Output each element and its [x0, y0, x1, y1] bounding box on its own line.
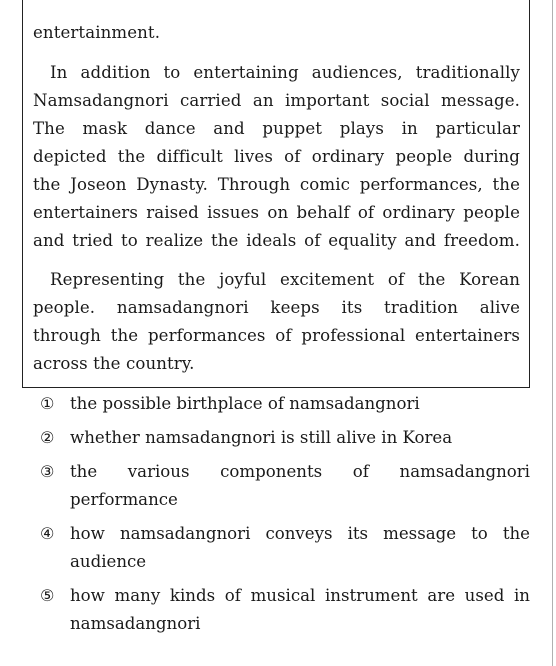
passage-paragraph-3 [33, 266, 520, 378]
passage-line: the Joseon Dynasty. Through comic performances, the [33, 175, 520, 194]
option-text: namsadangnori [70, 614, 201, 633]
passage-line: The mask dance and puppet plays in particular [33, 119, 520, 138]
passage-line: entertainment. [33, 23, 161, 42]
passage-paragraph-2 [33, 59, 520, 255]
passage-line: across the country. [33, 354, 195, 373]
option-marker: ① [40, 394, 55, 413]
option-2[interactable] [40, 424, 530, 452]
option-5[interactable] [40, 582, 530, 638]
option-text: how namsadangnori conveys its message to the [70, 524, 530, 543]
passage-line: depicted the difficult lives of ordinary people during [33, 147, 520, 166]
option-marker: ② [40, 428, 55, 447]
passage-line: entertainers raised issues on behalf of ordinary people [33, 203, 520, 222]
option-marker: ③ [40, 462, 55, 481]
option-4[interactable] [40, 520, 530, 576]
page-edge-rule [552, 0, 553, 666]
option-1[interactable] [40, 390, 530, 418]
answer-options [40, 390, 530, 638]
option-text: how many kinds of musical instrument are used in [70, 586, 530, 605]
option-marker: ④ [40, 524, 55, 543]
option-text: performance [70, 490, 178, 509]
option-text: the various components of namsadangnori [70, 462, 530, 481]
option-text: audience [70, 552, 147, 571]
option-3[interactable] [40, 458, 530, 514]
passage-line: Representing the joyful excitement of the Korean [50, 270, 520, 289]
passage-line: Namsadangnori carried an important social message. [33, 91, 520, 110]
option-marker: ⑤ [40, 586, 55, 605]
passage-line: and tried to realize the ideals of equality and freedom. [33, 231, 520, 250]
option-text: the possible birthplace of namsadangnori [70, 394, 420, 413]
passage-fragment [33, 19, 520, 47]
passage-line: through the performances of professional entertainers [33, 326, 520, 345]
passage-line: people. namsadangnori keeps its tradition alive [33, 298, 520, 317]
passage-line: In addition to entertaining audiences, traditionally [50, 63, 520, 82]
option-text: whether namsadangnori is still alive in Korea [70, 428, 453, 447]
